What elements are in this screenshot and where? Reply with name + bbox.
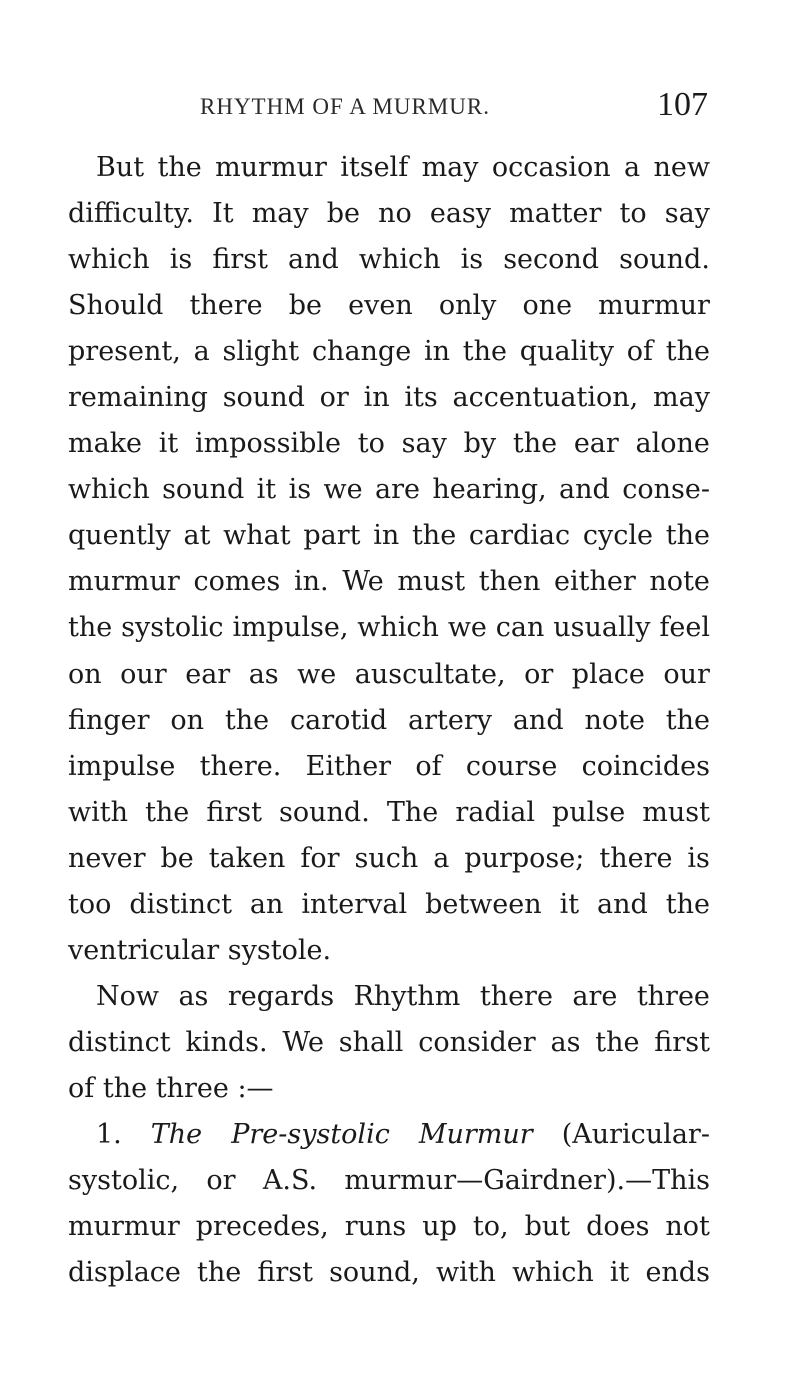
word: It (212, 198, 234, 230)
word: which (68, 244, 150, 276)
word: sound, (329, 1257, 420, 1289)
word: Should (68, 290, 164, 322)
word: murmur (215, 152, 327, 183)
word: systole. (227, 934, 332, 966)
word: accentuation, (452, 382, 639, 414)
word: artery (407, 704, 492, 736)
word: the (665, 336, 710, 368)
word: at (183, 520, 211, 552)
word: as (550, 1026, 581, 1058)
word: for (300, 842, 340, 874)
word: to (619, 198, 647, 230)
word: murmur—Gairdner).—This (344, 1165, 710, 1197)
word: say (401, 428, 447, 460)
word: of (626, 336, 653, 368)
text-line (68, 375, 710, 421)
word: first (654, 1026, 710, 1058)
word: runs (344, 1211, 407, 1243)
word: The (150, 1118, 203, 1150)
word: itself (340, 152, 409, 183)
word: be (326, 198, 360, 230)
word: it (609, 1257, 630, 1289)
word: usually (553, 612, 651, 644)
body-text (68, 145, 710, 1296)
word: second (503, 244, 600, 276)
word: the (411, 520, 457, 552)
word: the (512, 428, 558, 460)
word: new (653, 152, 710, 183)
word: or (524, 658, 554, 690)
word: sound (162, 474, 245, 506)
word: does (586, 1211, 650, 1243)
word: impossible (195, 428, 342, 460)
word: by (463, 428, 497, 460)
word: of (68, 1072, 95, 1104)
word: alone (635, 428, 710, 460)
word: remaining (68, 382, 208, 414)
word: an (249, 888, 284, 920)
word: as (178, 980, 209, 1012)
word: there (599, 842, 673, 874)
word: then (478, 566, 541, 598)
word: in (373, 520, 400, 552)
word: place (571, 658, 645, 690)
word: Either (305, 750, 392, 782)
word: The (386, 796, 439, 828)
word: the (665, 888, 710, 920)
word: is (460, 244, 484, 276)
word: which (358, 244, 441, 276)
word: first (206, 796, 262, 828)
word: between (425, 888, 542, 920)
word: a (433, 842, 450, 874)
word: our (120, 658, 167, 690)
word: hearing, (432, 474, 547, 506)
word: We (282, 1026, 324, 1058)
word: the (665, 704, 710, 736)
word: the (197, 1257, 242, 1289)
text-line (68, 974, 710, 1020)
word: no (378, 198, 412, 230)
word: displace (68, 1257, 181, 1289)
word: and (512, 704, 564, 736)
text-line (68, 1158, 710, 1204)
word: murmur (68, 1211, 180, 1243)
word: of (415, 750, 442, 782)
text-line (68, 698, 710, 744)
word: the (145, 796, 190, 828)
word: :— (237, 1072, 274, 1104)
text-line (68, 1112, 710, 1158)
word: a (193, 336, 210, 368)
word: We (342, 566, 384, 598)
text-line (68, 928, 710, 974)
word: on (170, 704, 205, 736)
text-line (68, 559, 710, 605)
word: the (157, 152, 202, 183)
word: radial (455, 796, 535, 828)
word: note (584, 704, 645, 736)
word: the (665, 520, 710, 552)
word: our (663, 658, 710, 690)
word: which (512, 1257, 594, 1289)
word: regards (227, 980, 335, 1012)
word: shall (338, 1026, 404, 1058)
word: in (423, 336, 451, 368)
text-line (68, 790, 710, 836)
word: But (96, 152, 145, 183)
word: auscultate, (354, 658, 506, 690)
word: is (687, 842, 710, 874)
word: Murmur (418, 1118, 533, 1150)
word: ventricular (68, 934, 220, 966)
word: Rhythm (353, 980, 461, 1012)
word: may (251, 198, 309, 230)
text-line (68, 605, 710, 651)
word: (Auricular- (561, 1118, 710, 1150)
word: which (68, 474, 150, 506)
word: is (288, 474, 312, 506)
word: feel (659, 612, 710, 644)
word: three (636, 980, 710, 1012)
text-line (68, 513, 710, 559)
word: and (597, 888, 648, 920)
word: ends (645, 1257, 710, 1289)
word: or (319, 382, 349, 414)
word: impulse (68, 750, 176, 782)
text-line (68, 191, 710, 237)
word: carotid (289, 704, 388, 736)
word: three (155, 1072, 229, 1104)
word: only (438, 290, 497, 322)
text-line (68, 882, 710, 928)
word: ear (573, 428, 619, 460)
word: be (288, 290, 323, 322)
word: and (288, 244, 339, 276)
word: cycle (582, 520, 653, 552)
text-line (68, 283, 710, 329)
word: precedes, (195, 1211, 329, 1243)
word: consider (418, 1026, 536, 1058)
word: Now (96, 980, 159, 1012)
word: we (323, 474, 363, 506)
word: not (665, 1211, 710, 1243)
word: is (169, 244, 193, 276)
word: murmur (598, 290, 710, 322)
word: with (435, 1257, 496, 1289)
word: such (354, 842, 419, 874)
word: and (559, 474, 610, 506)
word: there (189, 290, 263, 322)
word: occasion (491, 152, 611, 183)
running-title: RHYTHM OF A MURMUR. (200, 94, 490, 119)
text-line (68, 145, 710, 191)
word: change (311, 336, 412, 368)
word: or (206, 1165, 236, 1197)
word: present, (68, 336, 181, 368)
word: the (68, 612, 113, 644)
word: note (649, 566, 710, 598)
word: ear (185, 658, 231, 690)
word: quality (519, 336, 614, 368)
word: difficulty. (68, 198, 194, 230)
word: may (421, 152, 479, 183)
word: first (257, 1257, 313, 1289)
word: part (303, 520, 361, 552)
word: sound. (619, 244, 710, 276)
word: are (374, 474, 420, 506)
word: even (348, 290, 413, 322)
word: A.S. (262, 1165, 318, 1197)
page-number: 107 (657, 86, 708, 123)
word: the (595, 1026, 640, 1058)
text-line (68, 744, 710, 790)
word: it (559, 888, 580, 920)
word: never (68, 842, 146, 874)
word: impulse, (232, 612, 349, 644)
word: which (357, 612, 439, 644)
word: either (554, 566, 636, 598)
word: in. (293, 566, 329, 598)
word: distinct (68, 1026, 171, 1058)
word: the (224, 704, 270, 736)
word: be (160, 842, 194, 874)
word: easy (429, 198, 492, 230)
word: distinct (129, 888, 232, 920)
word: too (68, 888, 112, 920)
word: are (572, 980, 618, 1012)
word: to (357, 428, 385, 460)
word: purpose; (464, 842, 585, 874)
word: but (524, 1211, 571, 1243)
text-line (68, 237, 710, 283)
word: taken (208, 842, 286, 874)
word: murmur (68, 566, 180, 598)
word: may (653, 382, 710, 414)
word: the (462, 336, 508, 368)
word: finger (68, 704, 150, 736)
word: cardiac (468, 520, 571, 552)
word: can (495, 612, 545, 644)
word: there. (199, 750, 282, 782)
word: up (422, 1211, 457, 1243)
text-line (68, 467, 710, 513)
word: we (447, 612, 487, 644)
text-line (68, 836, 710, 882)
word: conse- (622, 474, 710, 506)
word: a (624, 152, 641, 183)
word: with (68, 796, 128, 828)
word: we (297, 658, 337, 690)
word: first (212, 244, 268, 276)
word: sound. (279, 796, 370, 828)
word: there (479, 980, 553, 1012)
word: systolic (121, 612, 224, 644)
word: say (664, 198, 710, 230)
text-line (68, 1204, 710, 1250)
word: must (642, 796, 710, 828)
word: its (404, 382, 438, 414)
word: make (68, 428, 143, 460)
text-line (68, 652, 710, 698)
word: what (223, 520, 291, 552)
word: in (363, 382, 390, 414)
word: 1. (96, 1118, 122, 1150)
word: comes (193, 566, 281, 598)
word: to, (472, 1211, 509, 1243)
word: systolic, (68, 1165, 180, 1197)
word: must (397, 566, 466, 598)
text-line (68, 329, 710, 375)
word: Pre-systolic (231, 1118, 390, 1150)
text-line (68, 1066, 710, 1112)
word: pulse (552, 796, 626, 828)
word: it (256, 474, 277, 506)
word: sound (222, 382, 305, 414)
word: matter (509, 198, 602, 230)
word: coincides (581, 750, 710, 782)
word: slight (222, 336, 300, 368)
text-line (68, 421, 710, 467)
word: kinds. (185, 1026, 268, 1058)
text-line (68, 1020, 710, 1066)
word: course (465, 750, 558, 782)
word: one (522, 290, 573, 322)
word: interval (301, 888, 408, 920)
word: the (102, 1072, 148, 1104)
word: quently (68, 520, 171, 552)
text-line (68, 1250, 710, 1296)
word: on (68, 658, 102, 690)
running-header (70, 88, 710, 128)
word: as (248, 658, 279, 690)
word: it (158, 428, 179, 460)
